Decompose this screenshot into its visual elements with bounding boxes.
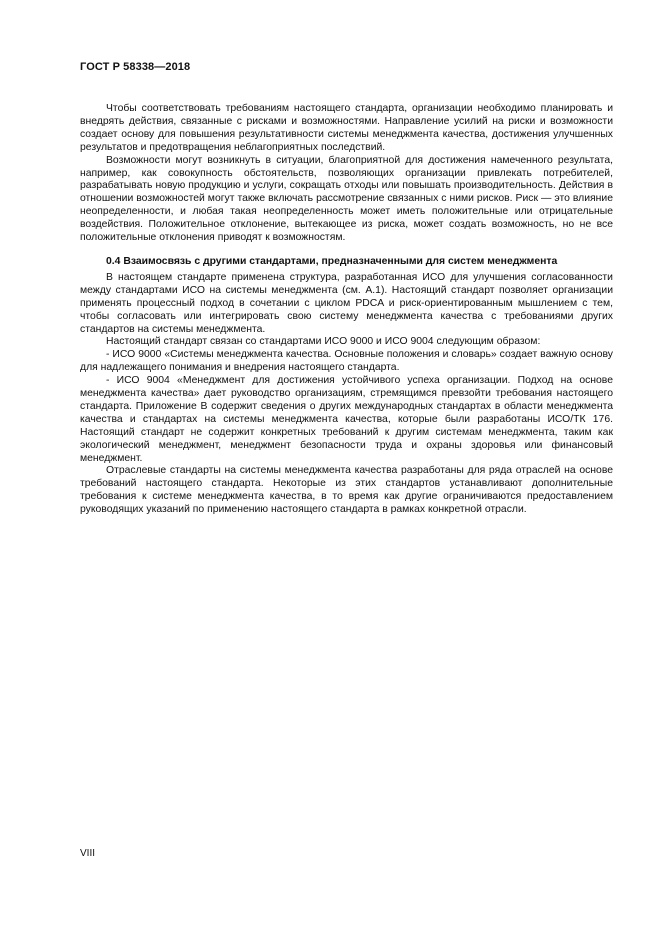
paragraph-sector-standards: Отраслевые стандарты на системы менеджмента качества разработаны для ряда отраслей на основе требований настоящего стандарта. Некоторые из этих стандартов устанавливают дополнительные требования к системе менеджмента качества, в то время как другие ограничиваются предоставлением руководящих указаний по применению настоящего стандарта в рамках конкретной отрасли. <box>80 465 613 516</box>
list-item-iso-9004: - ИСО 9004 «Менеджмент для достижения устойчивого успеха организации. Подход на основе менеджмента качества» дает руководство организациям, стремящимся превзойти требования настоящего стандарта. Приложение В содержит сведения о других международных стандартах в области менеджмента качества и стандартах на системы менеджмента качества, которые были разработаны ИСО/ТК 176. Настоящий стандарт не содержит конкретных требований к другим системам менеджмента, таким как экологический менеджмент, менеджмент безопасности труда и охраны здоровья или финансовый менеджмент. <box>80 375 613 464</box>
list-item-iso-9000: - ИСО 9000 «Системы менеджмента качества. Основные положения и словарь» создает важную основу для надлежащего понимания и внедрения настоящего стандарта. <box>80 349 613 374</box>
document-code-header: ГОСТ Р 58338—2018 <box>80 61 191 73</box>
section-heading: 0.4 Взаимосвязь с другими стандартами, предназначенными для систем менеджмента <box>106 255 558 267</box>
paragraph-structure: В настоящем стандарте применена структура, разработанная ИСО для улучшения согласованности между стандартами ИСО на системы менеджмента (см. А.1). Настоящий стандарт позволяет организации применять процессный подход в сочетании с циклом PDCA и риск-ориентированным мышлением с тем, чтобы согласовать или интегрировать свою систему менеджмента качества с требованиями других стандартов на системы менеджмента. <box>80 271 613 335</box>
page-number: VIII <box>80 848 96 859</box>
paragraph-related-standards: Настоящий стандарт связан со стандартами ИСО 9000 и ИСО 9004 следующим образом: <box>106 336 541 348</box>
page-body <box>80 103 613 517</box>
paragraph-opportunities: Возможности могут возникнуть в ситуации, благоприятной для достижения намеченного результата, например, как совокупность обстоятельств, позволяющих организации привлекать потребителей, разрабатывать новую продукцию и услуги, сокращать отходы или повышать производительность. Действия в отношении возможностей могут также включать рассмотрение связанных с ними рисков. Риск — это влияние неопределенности, и любая такая неопределенность может иметь положительные или отрицательные воздействия. Положительное отклонение, вытекающее из риска, может создать возможность, но не все положительные отклонения приводят к возможностям. <box>80 154 613 244</box>
paragraph-risks-actions: Чтобы соответствовать требованиям настоящего стандарта, организации необходимо планировать и внедрять действия, связанные с рисками и возможностями. Направление усилий на риски и возможности создает основу для повышения результативности системы менеджмента качества, достижения улучшенных результатов и предотвращения неблагоприятных последствий. <box>80 103 613 153</box>
